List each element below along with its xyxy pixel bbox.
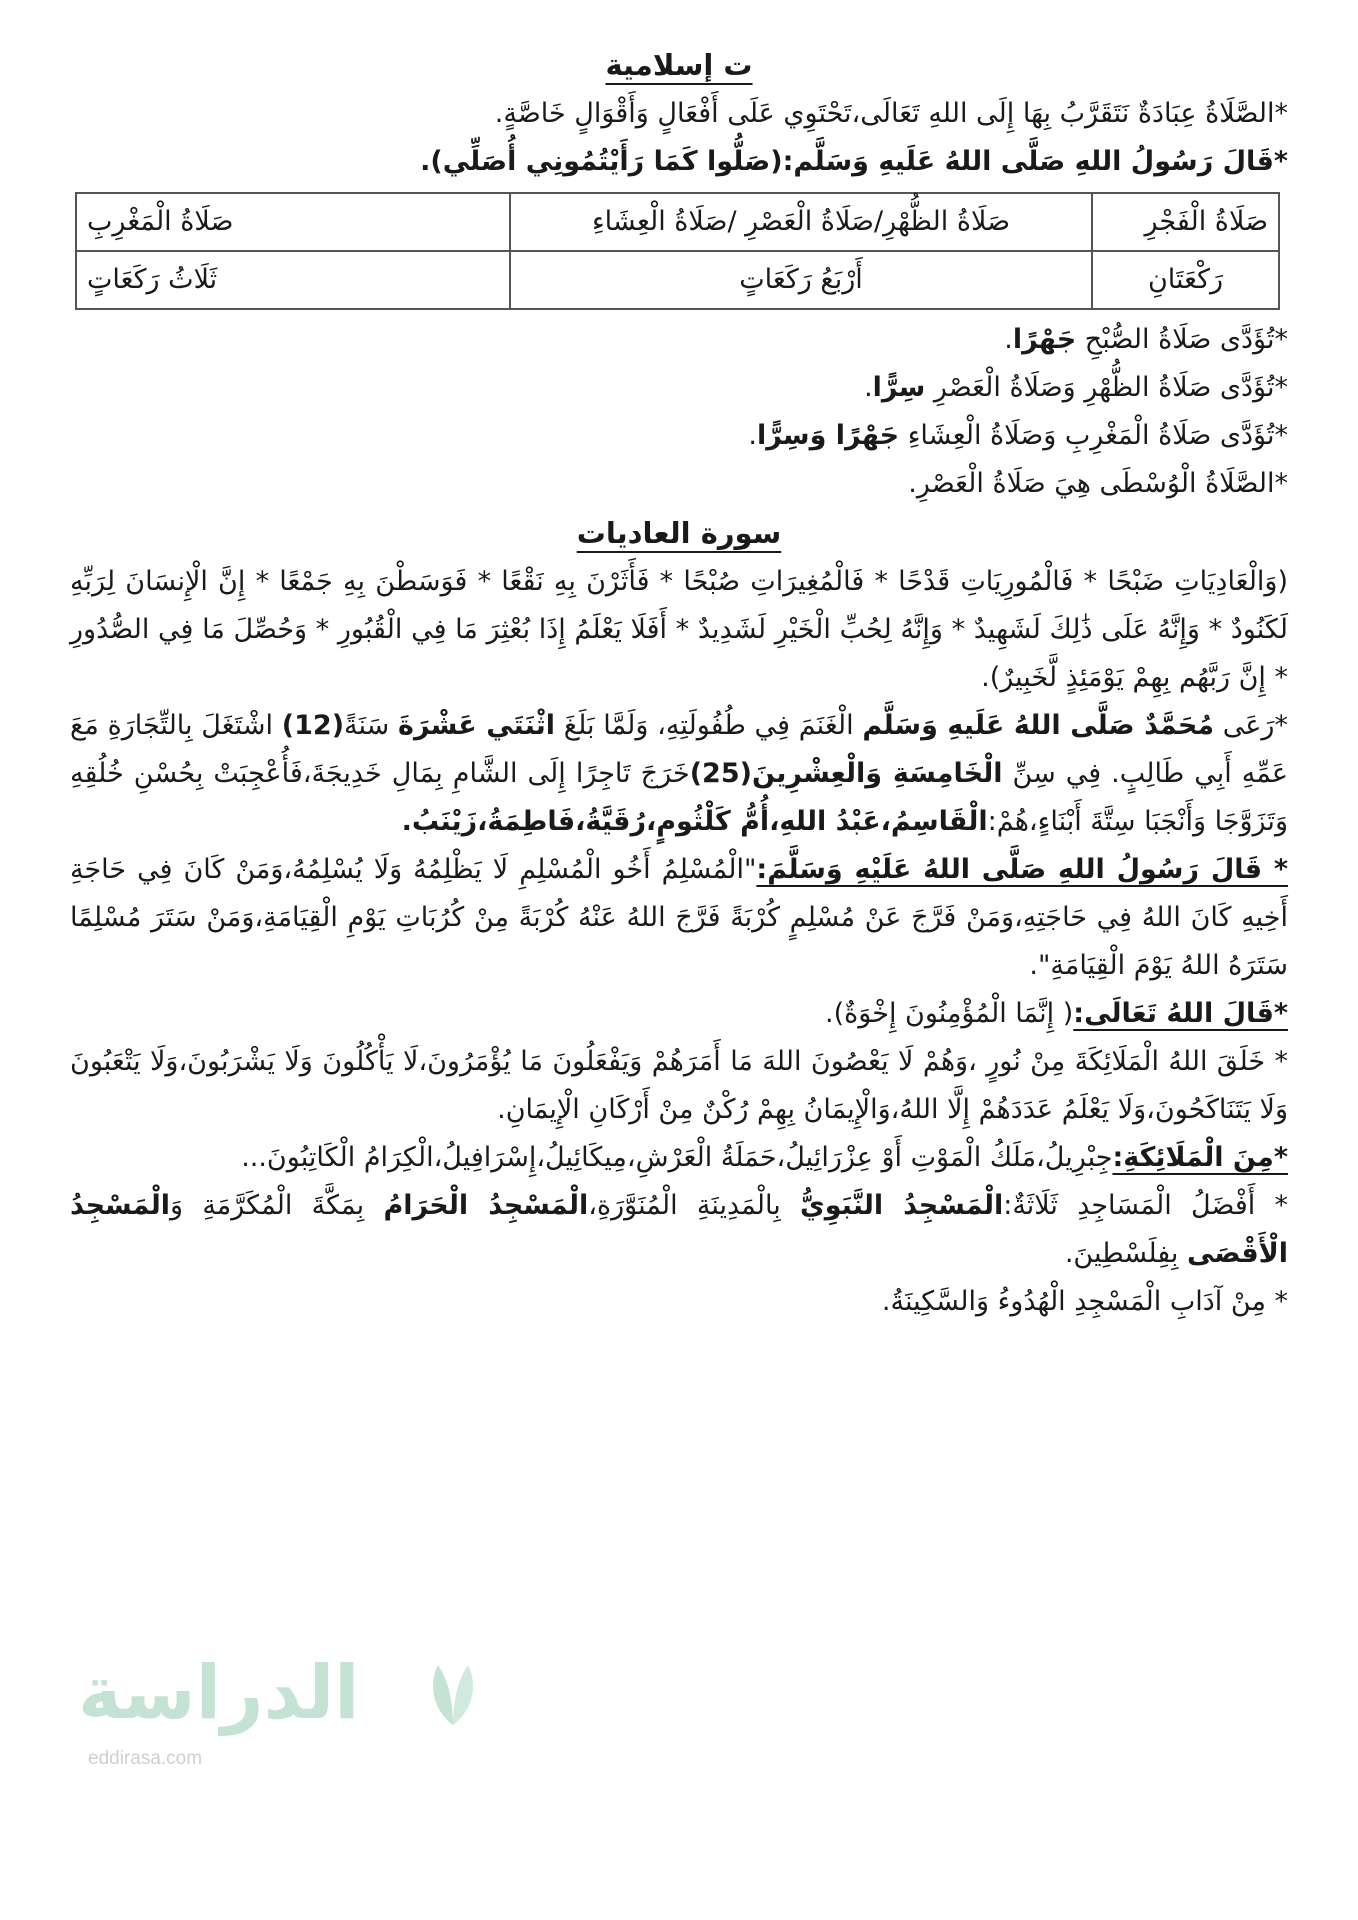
table-cell: ثَلَاثُ رَكَعَاتٍ bbox=[76, 251, 510, 309]
prayer-hadith: *قَالَ رَسُولُ اللهِ صَلَّى اللهُ عَلَيهِ وَسَلَّم:(صَلُّوا كَمَا رَأَيْتُمُونِي أُصَلِّي). bbox=[420, 146, 1288, 177]
mosque-etiquette: * مِنْ آدَابِ الْمَسْجِدِ الْهُدُوءُ وَالسَّكِينَةُ. bbox=[881, 1286, 1288, 1317]
mosques-paragraph: * أَفْضَلُ الْمَسَاجِدِ ثَلَاثَةٌ:الْمَسْجِدُ النَّبَوِيُّ بِالْمَدِينَةِ الْمُنَوَّرَةِ،الْمَسْجِدُ الْحَرَامُ بِمَكَّةَ الْمُكَرَّمَةِ وَالْمَسْجِدُ الْأَقْصَى بِفِلَسْطِينَ. bbox=[70, 1190, 1288, 1269]
seerah-paragraph: *رَعَى مُحَمَّدٌ صَلَّى اللهُ عَلَيهِ وَسَلَّم الْغَنَمَ فِي طُفُولَتِهِ، وَلَمَّا بَلَغَ اثْنَتَي عَشْرَةَ سَنَةً(12) اشْتَغَلَ بِالتِّجَارَةِ مَعَ عَمِّهِ أَبِي طَالِبٍ. فِي سِنِّ الْخَامِسَةِ وَالْعِشْرِينَ(25)خَرَجَ تَاجِرًا إِلَى الشَّامِ بِمَالِ خَدِيجَةَ،فَأُعْجِبَتْ بِحُسْنِ خُلُقِهِ وَتَزَوَّجَا وَأَنْجَبَا سِتَّةَ أَبْنَاءٍ،هُمْ:الْقَاسِمُ،عَبْدُ اللهِ،أُمُّ كَلْثُومٍ،رُقَيَّةُ،فَاطِمَةُ،زَيْنَبُ. bbox=[70, 710, 1288, 837]
prayer-definition: *الصَّلَاةُ عِبَادَةٌ نَتَقَرَّبُ بِهَا إِلَى اللهِ تَعَالَى،تَحْتَوِي عَلَى أَفْعَالٍ وَأَقْوَالٍ خَاصَّةٍ. bbox=[494, 98, 1288, 129]
brotherhood-hadith: * قَالَ رَسُولُ اللهِ صَلَّى اللهُ عَلَيْهِ وَسَلَّمَ:"الْمُسْلِمُ أَخُو الْمُسْلِمِ لَا يَظْلِمُهُ وَلَا يُسْلِمُهُ،وَمَنْ كَانَ فِي حَاجَةِ أَخِيهِ كَانَ اللهُ فِي حَاجَتِهِ،وَمَنْ فَرَّجَ عَنْ مُسْلِمٍ كُرْبَةً فَرَّجَ اللهُ عَنْهُ كُرْبَةً مِنْ كُرُبَاتِ يَوْمِ الْقِيَامَةِ،وَمَنْ سَتَرَ مُسْلِمًا سَتَرَهُ اللهُ يَوْمَ الْقِيَامَةِ". bbox=[70, 854, 1288, 981]
fajr-line: *تُؤَدَّى صَلَاةُ الصُّبْحِ جَهْرًا. bbox=[1004, 324, 1288, 355]
angels-paragraph: * خَلَقَ اللهُ الْمَلَائِكَةَ مِنْ نُورٍ ،وَهُمْ لَا يَعْصُونَ اللهَ مَا أَمَرَهُمْ وَيَفْعَلُونَ مَا يُؤْمَرُونَ،لَا يَأْكُلُونَ وَلَا يَشْرَبُونَ،وَلَا يَتْعَبُونَ وَلَا يَتَنَاكَحُونَ،وَلَا يَعْلَمُ عَدَدَهُمْ إِلَّا اللهُ،وَالْإِيمَانُ بِهِمْ رُكْنٌ مِنْ أَرْكَانِ الْإِيمَانِ. bbox=[70, 1046, 1288, 1125]
table-cell: صَلَاةُ الْمَغْرِبِ bbox=[76, 193, 510, 251]
wusta-line: *الصَّلَاةُ الْوُسْطَى هِيَ صَلَاةُ الْعَصْرِ. bbox=[908, 468, 1288, 499]
book-leaf-icon bbox=[423, 1660, 483, 1730]
surah-title: سورة العاديات bbox=[576, 516, 782, 550]
document-page bbox=[70, 40, 1288, 1900]
table-header-row bbox=[76, 193, 1279, 251]
table-row bbox=[76, 251, 1279, 309]
table-cell: رَكْعَتَانِ bbox=[1092, 251, 1279, 309]
prayer-rakaat-table bbox=[75, 192, 1280, 310]
watermark-logo: الدراسة bbox=[78, 1650, 360, 1736]
surah-text: (وَالْعَادِيَاتِ ضَبْحًا * فَالْمُورِيَاتِ قَدْحًا * فَالْمُغِيرَاتِ صُبْحًا * فَأَثَرْنَ بِهِ نَقْعًا * فَوَسَطْنَ بِهِ جَمْعًا * إِنَّ الْإِنسَانَ لِرَبِّهِ لَكَنُودٌ * وَإِنَّهُ عَلَى ذَٰلِكَ لَشَهِيدٌ * وَإِنَّهُ لِحُبِّ الْخَيْرِ لَشَدِيدٌ * أَفَلَا يَعْلَمُ إِذَا بُعْثِرَ مَا فِي الْقُبُورِ * وَحُصِّلَ مَا فِي الصُّدُورِ * إِنَّ رَبَّهُم بِهِمْ يَوْمَئِذٍ لَّخَبِيرٌ). bbox=[70, 566, 1288, 693]
watermark bbox=[78, 1650, 498, 1780]
table-cell: صَلَاةُ الظُّهْرِ/صَلَاةُ الْعَصْرِ /صَلَاةُ الْعِشَاءِ bbox=[510, 193, 1092, 251]
table-cell: صَلَاةُ الْفَجْرِ bbox=[1092, 193, 1279, 251]
watermark-site: eddirasa.com bbox=[88, 1748, 203, 1769]
dhuhr-asr-line: *تُؤَدَّى صَلَاةُ الظُّهْرِ وَصَلَاةُ الْعَصْرِ سِرًّا. bbox=[864, 372, 1288, 403]
angels-names: *مِنَ الْمَلَائِكَةِ:جِبْرِيلُ،مَلَكُ الْمَوْتِ أَوْ عِزْرَائِيلُ،حَمَلَةُ الْعَرْشِ،مِيكَائِيلُ،إِسْرَافِيلُ،الْكِرَامُ الْكَاتِبُونَ... bbox=[241, 1142, 1288, 1173]
table-cell: أَرْبَعُ رَكَعَاتٍ bbox=[510, 251, 1092, 309]
document-title: ت إسلامية bbox=[605, 48, 753, 82]
maghrib-isha-line: *تُؤَدَّى صَلَاةُ الْمَغْرِبِ وَصَلَاةُ الْعِشَاءِ جَهْرًا وَسِرًّا. bbox=[748, 420, 1288, 451]
quran-verse: *قَالَ اللهُ تَعَالَى:( إِنَّمَا الْمُؤْمِنُونَ إِخْوَةٌ). bbox=[825, 998, 1288, 1029]
